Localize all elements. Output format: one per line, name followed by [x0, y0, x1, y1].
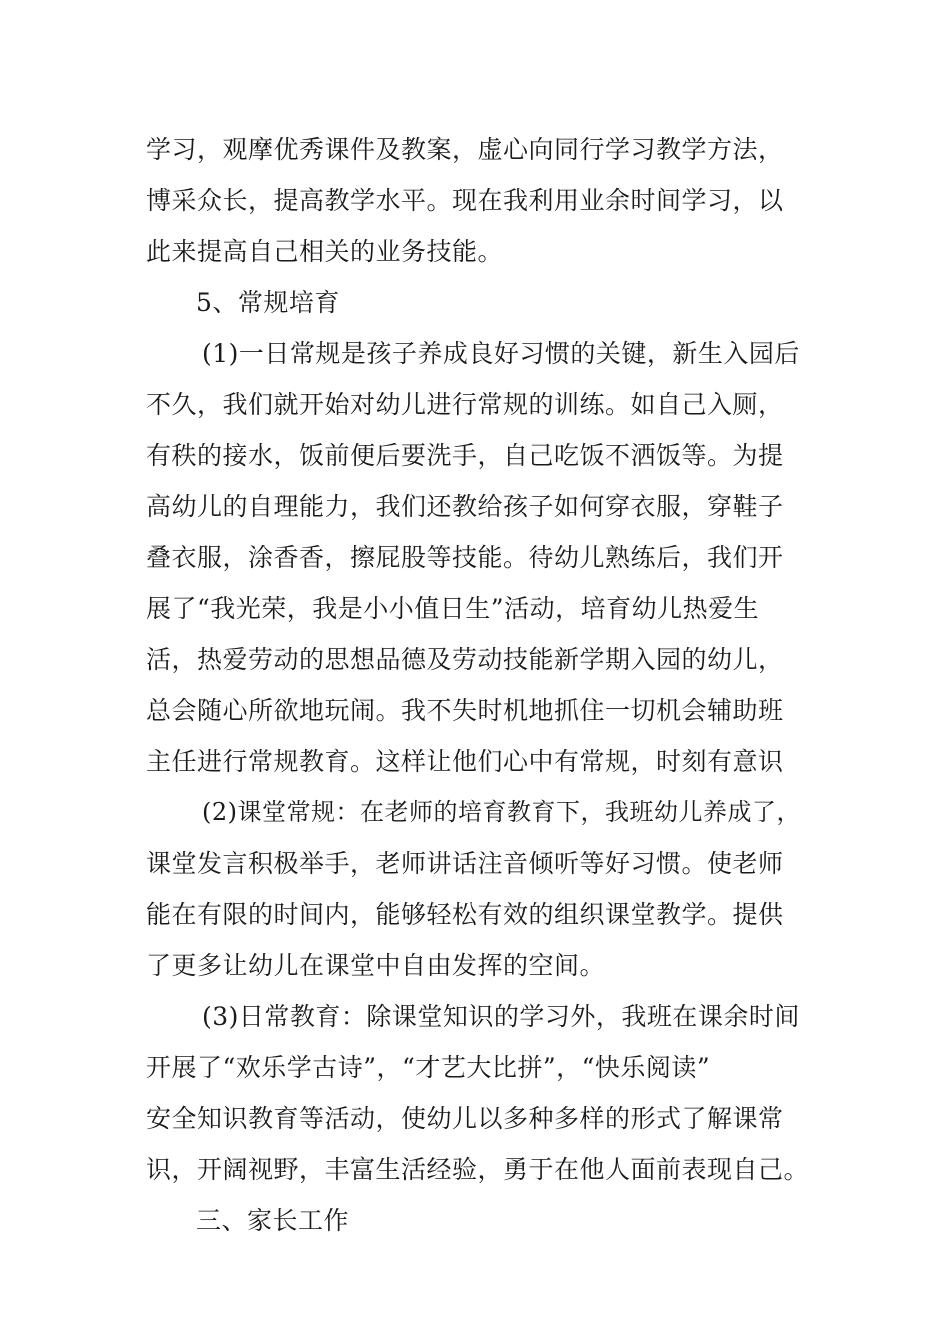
- text-line: 活，热爱劳动的思想品德及劳动技能新学期入园的幼儿，: [146, 645, 784, 674]
- text-line: 能在有限的时间内，能够轻松有效的组织课堂教学。提供: [146, 900, 784, 929]
- text-line: 安全知识教育等活动，使幼儿以多种多样的形式了解课常: [146, 1104, 784, 1133]
- paragraph-start: (1)一日常规是孩子养成良好习惯的关键，新生入园后: [202, 339, 800, 368]
- paragraph-start: (2)课堂常规：在老师的培育教育下，我班幼儿养成了，: [202, 798, 801, 826]
- text-line: 不久，我们就开始对幼儿进行常规的训练。如自己入厕，: [146, 390, 784, 419]
- text-line: 此来提高自己相关的业务技能。: [146, 237, 504, 266]
- text-line: 主任进行常规教育。这样让他们心中有常规，时刻有意识: [146, 747, 784, 776]
- text-line: 展了“我光荣，我是小小值日生”活动，培育幼儿热爱生: [146, 594, 760, 623]
- text-line: 识，开阔视野，丰富生活经验，勇于在他人面前表现自己。: [146, 1155, 810, 1184]
- text-line: 课堂发言积极举手，老师讲话注音倾听等好习惯。使老师: [146, 849, 784, 878]
- document-page: [146, 124, 810, 1246]
- paragraph-start: (3)日常教育：除课堂知识的学习外，我班在课余时间: [202, 1002, 800, 1031]
- text-line: 高幼儿的自理能力，我们还教给孩子如何穿衣服，穿鞋子: [146, 492, 784, 521]
- section-heading: 三、家长工作: [196, 1206, 350, 1235]
- text-line: 开展了“欢乐学古诗”，“才艺大比拼”，“快乐阅读”: [146, 1053, 711, 1082]
- text-line: 学习，观摩优秀课件及教案，虚心向同行学习教学方法，: [146, 135, 784, 164]
- section-heading: 5、常规培育: [196, 288, 340, 317]
- text-line: 总会随心所欲地玩闹。我不失时机地抓住一切机会辅助班: [146, 696, 784, 725]
- text-line: 叠衣服，涂香香，擦屁股等技能。待幼儿熟练后，我们开: [146, 543, 784, 572]
- text-line: 博采众长，提高教学水平。现在我利用业余时间学习，以: [146, 186, 784, 215]
- text-line: 了更多让幼儿在课堂中自由发挥的空间。: [146, 951, 606, 980]
- text-line: 有秩的接水，饭前便后要洗手，自己吃饭不洒饭等。为提: [146, 441, 784, 470]
